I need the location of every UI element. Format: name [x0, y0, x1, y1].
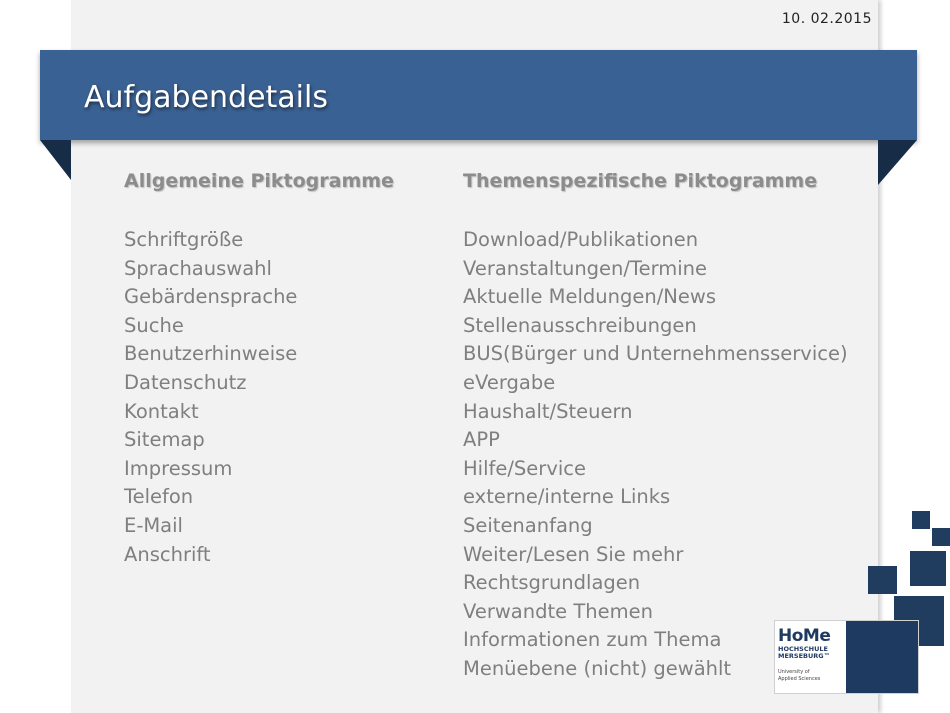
list-item: Seitenanfang: [463, 513, 593, 537]
logo-small-line-1: University of: [778, 669, 810, 675]
list-item: Stellenausschreibungen: [463, 313, 697, 337]
list-item: Haushalt/Steuern: [463, 399, 633, 423]
list-item: Download/Publikationen: [463, 228, 699, 251]
decorative-square: [910, 551, 946, 586]
list-item: Aktuelle Meldungen/News: [463, 285, 716, 309]
banner-fold-right: [878, 140, 917, 185]
list-item: Suche: [124, 313, 184, 337]
list-item: APP: [463, 428, 500, 452]
list-item: Veranstaltungen/Termine: [463, 256, 708, 280]
list-item: Verwandte Themen: [463, 599, 653, 623]
list-item: Benutzerhinweise: [124, 342, 298, 366]
logo-line-1: HOCHSCHULE: [778, 645, 828, 653]
university-logo: [774, 620, 919, 694]
slide-date: 10. 02.2015: [781, 11, 872, 27]
list-item: Telefon: [124, 485, 194, 509]
topic-pictograms-heading: Themenspezifische Piktogramme: [463, 170, 818, 192]
list-item: Kontakt: [124, 399, 199, 423]
list-item: Menüebene (nicht) gewählt: [463, 656, 732, 680]
slide-title: Aufgabendetails: [84, 80, 328, 115]
list-item: BUS(Bürger und Unternehmensservice): [463, 342, 848, 366]
logo-blue-block: [846, 621, 918, 693]
list-item: E-Mail: [124, 513, 183, 537]
logo-wordmark: HoMe: [778, 626, 831, 646]
list-item: Schriftgröße: [124, 228, 244, 251]
topic-pictograms-column: [463, 170, 848, 684]
list-item: Impressum: [124, 456, 233, 480]
list-item: Weiter/Lesen Sie mehr: [463, 542, 684, 566]
decorative-square: [912, 511, 930, 529]
list-item: Anschrift: [124, 542, 211, 566]
general-pictograms-heading: Allgemeine Piktogramme: [124, 170, 394, 192]
list-item: Datenschutz: [124, 370, 247, 394]
list-item: externe/interne Links: [463, 485, 671, 509]
general-pictograms-column: [124, 170, 394, 569]
banner-fold-left: [40, 140, 71, 180]
decorative-square: [932, 528, 950, 546]
list-item: Hilfe/Service: [463, 456, 586, 480]
list-item: Rechtsgrundlagen: [463, 571, 641, 595]
title-banner: [40, 50, 917, 140]
logo-small-line-2: Applied Sciences: [778, 676, 821, 682]
logo-line-2: MERSEBURG™: [778, 652, 831, 660]
decorative-square: [868, 566, 897, 594]
list-item: Sprachauswahl: [124, 256, 272, 280]
list-item: Gebärdensprache: [124, 285, 298, 309]
list-item: Sitemap: [124, 428, 205, 452]
list-item: Informationen zum Thema: [463, 628, 722, 652]
list-item: eVergabe: [463, 370, 556, 394]
